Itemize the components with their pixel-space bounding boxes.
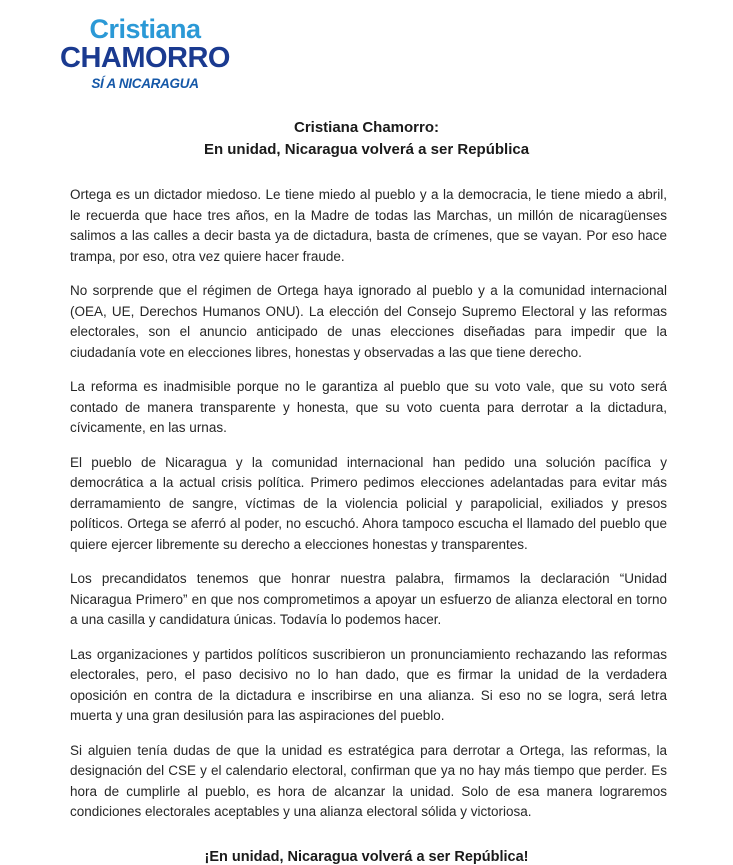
document-body — [70, 185, 667, 823]
logo-tagline: SÍ A NICARAGUA — [91, 76, 199, 91]
logo-name-bottom: CHAMORRO — [60, 42, 230, 74]
body-paragraph: El pueblo de Nicaragua y la comunidad internacional han pedido una solución pacífica y democrática a la actual crisis política. Primero pedimos elecciones adelantadas para evitar más derramamiento de sangre, víctimas de la violencia policial y parapolicial, exiliados y presos políticos. Ortega se aferró al poder, no escuchó. Ahora tampoco escucha el llamado del pueblo que quiere ejercer libremente su derecho a elecciones honestas y transparentes. — [70, 454, 667, 552]
title-line-1: Cristiana Chamorro: — [293, 119, 440, 136]
body-paragraph: No sorprende que el régimen de Ortega haya ignorado al pueblo y a la comunidad internacional (OEA, UE, Derechos Humanos ONU). La elección del Consejo Supremo Electoral y las reformas electorales, son el anuncio anticipado de unas elecciones diseñadas para impedir que la ciudadanía vote en elecciones libres, honestas y observadas a las que tiene derecho. — [70, 283, 667, 360]
body-paragraph: Los precandidatos tenemos que honrar nuestra palabra, firmamos la declaración “Unidad Nicaragua Primero” en que nos comprometimos a apoyar un esfuerzo de alianza electoral en torno a una casilla y candidatura únicas. Todavía lo podemos hacer. — [70, 571, 667, 627]
logo-name-top: Cristiana — [89, 14, 201, 44]
body-paragraph: La reforma es inadmisible porque no le garantiza al pueblo que su voto vale, que su voto será contado de manera transparente y honesta, que su voto cuenta para derrotar a la dictadura, cívicamente, en las urnas. — [70, 379, 667, 435]
closing-slogan: ¡En unidad, Nicaragua volverá a ser República! — [204, 848, 529, 865]
campaign-logo — [60, 16, 230, 91]
document-title — [0, 117, 733, 161]
body-paragraph: Ortega es un dictador miedoso. Le tiene miedo al pueblo y a la democracia, le tiene miedo a abril, le recuerda que hace tres años, en la Madre de todas las Marchas, un millón de nicaragüenses salimos a las calles a decir basta ya de dictadura, basta de crímenes, que se vayan. Por eso hace trampa, por eso, otra vez quiere hacer fraude. — [70, 187, 667, 264]
body-paragraph: Si alguien tenía dudas de que la unidad es estratégica para derrotar a Ortega, las reformas, la designación del CSE y el calendario electoral, confirman que ya no hay más tiempo que perder. Es hora de cumplirle al pueblo, es hora de alcanzar la unidad. Solo de esa manera lograremos condiciones electorales aceptables y una alianza electoral sólida y victoriosa. — [70, 742, 667, 819]
body-paragraph: Las organizaciones y partidos políticos suscribieron un pronunciamiento rechazando las reformas electorales, pero, el paso decisivo no lo han dado, que es firmar la unidad de la verdadera oposición en contra de la dictadura e inscribirse en una alianza. Si eso no se logra, será letra muerta y una gran desilusión para las aspiraciones del pueblo. — [70, 646, 667, 723]
title-line-2: En unidad, Nicaragua volverá a ser República — [203, 141, 530, 158]
